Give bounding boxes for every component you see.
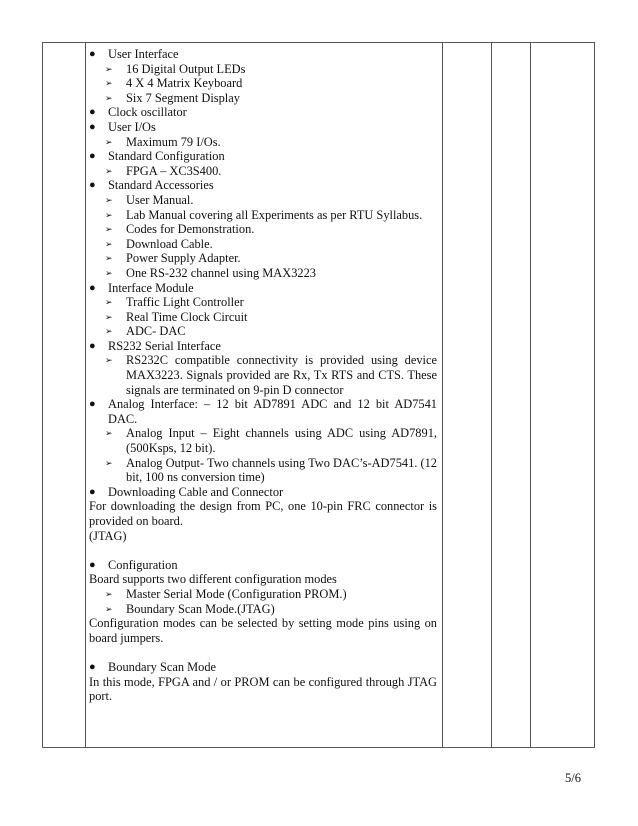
paragraph bbox=[89, 675, 437, 704]
blank-line bbox=[89, 543, 437, 558]
arrow-bullet-icon: ➢ bbox=[105, 311, 113, 322]
table-column-divider bbox=[491, 43, 492, 747]
paragraph bbox=[89, 572, 437, 587]
bullet-item bbox=[89, 105, 437, 120]
bullet-item bbox=[89, 558, 437, 573]
table-column-divider bbox=[442, 43, 443, 747]
arrow-bullet-icon: ➢ bbox=[105, 78, 113, 89]
bullet-icon: ● bbox=[89, 660, 96, 673]
item-text: Analog Interface: – 12 bit AD7891 ADC and 12 bit AD7541 DAC. bbox=[108, 397, 437, 426]
sub-bullet-item bbox=[89, 426, 437, 455]
bullet-item bbox=[89, 397, 437, 426]
bullet-icon: ● bbox=[89, 485, 96, 498]
paragraph-text: Board supports two different configuration modes bbox=[89, 572, 337, 587]
sub-bullet-item bbox=[89, 324, 437, 339]
sub-bullet-item bbox=[89, 62, 437, 77]
arrow-bullet-icon: ➢ bbox=[105, 253, 113, 264]
paragraph bbox=[89, 529, 437, 544]
sub-bullet-item bbox=[89, 587, 437, 602]
bullet-item bbox=[89, 281, 437, 296]
table-column-divider bbox=[85, 43, 86, 747]
bullet-icon: ● bbox=[89, 106, 96, 119]
sub-bullet-item bbox=[89, 456, 437, 485]
item-text: Analog Input – Eight channels using ADC using AD7891, (500Ksps, 12 bit). bbox=[126, 426, 437, 456]
bullet-item bbox=[89, 660, 437, 675]
item-text: Master Serial Mode (Configuration PROM.) bbox=[126, 586, 347, 601]
item-text: 16 Digital Output LEDs bbox=[126, 61, 246, 76]
bullet-icon: ● bbox=[89, 150, 96, 163]
arrow-bullet-icon: ➢ bbox=[105, 209, 113, 220]
arrow-bullet-icon: ➢ bbox=[105, 326, 113, 337]
bullet-item bbox=[89, 120, 437, 135]
sub-bullet-item bbox=[89, 222, 437, 237]
sub-bullet-item bbox=[89, 237, 437, 252]
paragraph-text: In this mode, FPGA and / or PROM can be configured through JTAG port. bbox=[89, 674, 437, 704]
item-text: Clock oscillator bbox=[108, 105, 187, 120]
sub-bullet-item bbox=[89, 295, 437, 310]
paragraph-text: (JTAG) bbox=[89, 528, 127, 543]
sub-bullet-item bbox=[89, 602, 437, 617]
paragraph bbox=[89, 499, 437, 528]
item-text: FPGA – XC3S400. bbox=[126, 163, 222, 178]
item-text: Boundary Scan Mode bbox=[108, 659, 217, 674]
item-text: Analog Output- Two channels using Two DAC’s-AD7541. (12 bit, 100 ns conversion time) bbox=[126, 455, 437, 485]
arrow-bullet-icon: ➢ bbox=[105, 63, 113, 74]
arrow-bullet-icon: ➢ bbox=[105, 588, 113, 599]
item-text: Traffic Light Controller bbox=[126, 295, 244, 310]
item-text: Real Time Clock Circuit bbox=[126, 309, 248, 324]
item-text: 4 X 4 Matrix Keyboard bbox=[126, 76, 243, 91]
bullet-item bbox=[89, 149, 437, 164]
item-text: One RS-232 channel using MAX3223 bbox=[126, 265, 316, 280]
item-text: Standard Accessories bbox=[108, 178, 214, 193]
arrow-bullet-icon: ➢ bbox=[105, 194, 113, 205]
item-text: User I/Os bbox=[108, 119, 156, 134]
item-text: Downloading Cable and Connector bbox=[108, 484, 284, 499]
sub-bullet-item bbox=[89, 91, 437, 106]
bullet-icon: ● bbox=[89, 48, 96, 60]
item-text: Maximum 79 I/Os. bbox=[126, 134, 221, 149]
bullet-item bbox=[89, 485, 437, 500]
item-text: User Interface bbox=[108, 47, 179, 61]
bullet-icon: ● bbox=[89, 281, 96, 294]
item-text: User Manual. bbox=[126, 192, 194, 207]
item-text: RS232 Serial Interface bbox=[108, 338, 221, 353]
paragraph bbox=[89, 616, 437, 645]
blank-line bbox=[89, 645, 437, 660]
item-text: Lab Manual covering all Experiments as per RTU Syllabus. bbox=[126, 207, 423, 222]
bullet-icon: ● bbox=[89, 179, 96, 192]
bullet-icon: ● bbox=[89, 398, 96, 411]
item-text: Download Cable. bbox=[126, 236, 213, 251]
item-text: RS232C compatible connectivity is provided using device MAX3223. Signals provided are Rx, Tx RTS and CTS. These signals are terminated on 9-pin D connector bbox=[126, 353, 437, 397]
bullet-item bbox=[89, 178, 437, 193]
sub-bullet-item bbox=[89, 76, 437, 91]
sub-bullet-item bbox=[89, 208, 437, 223]
page-number: 5/6 bbox=[565, 771, 581, 785]
arrow-bullet-icon: ➢ bbox=[105, 428, 113, 439]
bullet-icon: ● bbox=[89, 339, 96, 352]
arrow-bullet-icon: ➢ bbox=[105, 355, 113, 366]
sub-bullet-item bbox=[89, 164, 437, 179]
arrow-bullet-icon: ➢ bbox=[105, 603, 113, 614]
sub-bullet-item bbox=[89, 353, 437, 397]
bullet-icon: ● bbox=[89, 120, 96, 133]
item-text: Interface Module bbox=[108, 280, 194, 295]
arrow-bullet-icon: ➢ bbox=[105, 457, 113, 468]
item-text: Codes for Demonstration. bbox=[126, 222, 255, 237]
item-text: Boundary Scan Mode.(JTAG) bbox=[126, 601, 275, 616]
item-text: Power Supply Adapter. bbox=[126, 251, 241, 266]
paragraph-text: For downloading the design from PC, one 10-pin FRC connector is provided on board. bbox=[89, 499, 437, 528]
arrow-bullet-icon: ➢ bbox=[105, 238, 113, 249]
sub-bullet-item bbox=[89, 310, 437, 325]
arrow-bullet-icon: ➢ bbox=[105, 297, 113, 308]
bullet-item bbox=[89, 339, 437, 354]
paragraph-text: Configuration modes can be selected by setting mode pins using on board jumpers. bbox=[89, 616, 437, 645]
sub-bullet-item bbox=[89, 251, 437, 266]
arrow-bullet-icon: ➢ bbox=[105, 165, 113, 176]
table-cell-content bbox=[89, 47, 437, 704]
sub-bullet-item bbox=[89, 266, 437, 281]
arrow-bullet-icon: ➢ bbox=[105, 224, 113, 235]
arrow-bullet-icon: ➢ bbox=[105, 136, 113, 147]
arrow-bullet-icon: ➢ bbox=[105, 92, 113, 103]
sub-bullet-item bbox=[89, 193, 437, 208]
sub-bullet-item bbox=[89, 135, 437, 150]
item-text: ADC- DAC bbox=[126, 324, 186, 339]
arrow-bullet-icon: ➢ bbox=[105, 267, 113, 278]
table-column-divider bbox=[530, 43, 531, 747]
bullet-item bbox=[89, 47, 437, 62]
bullet-icon: ● bbox=[89, 558, 96, 571]
item-text: Standard Configuration bbox=[108, 149, 225, 164]
item-text: Configuration bbox=[108, 557, 178, 572]
item-text: Six 7 Segment Display bbox=[126, 90, 240, 105]
